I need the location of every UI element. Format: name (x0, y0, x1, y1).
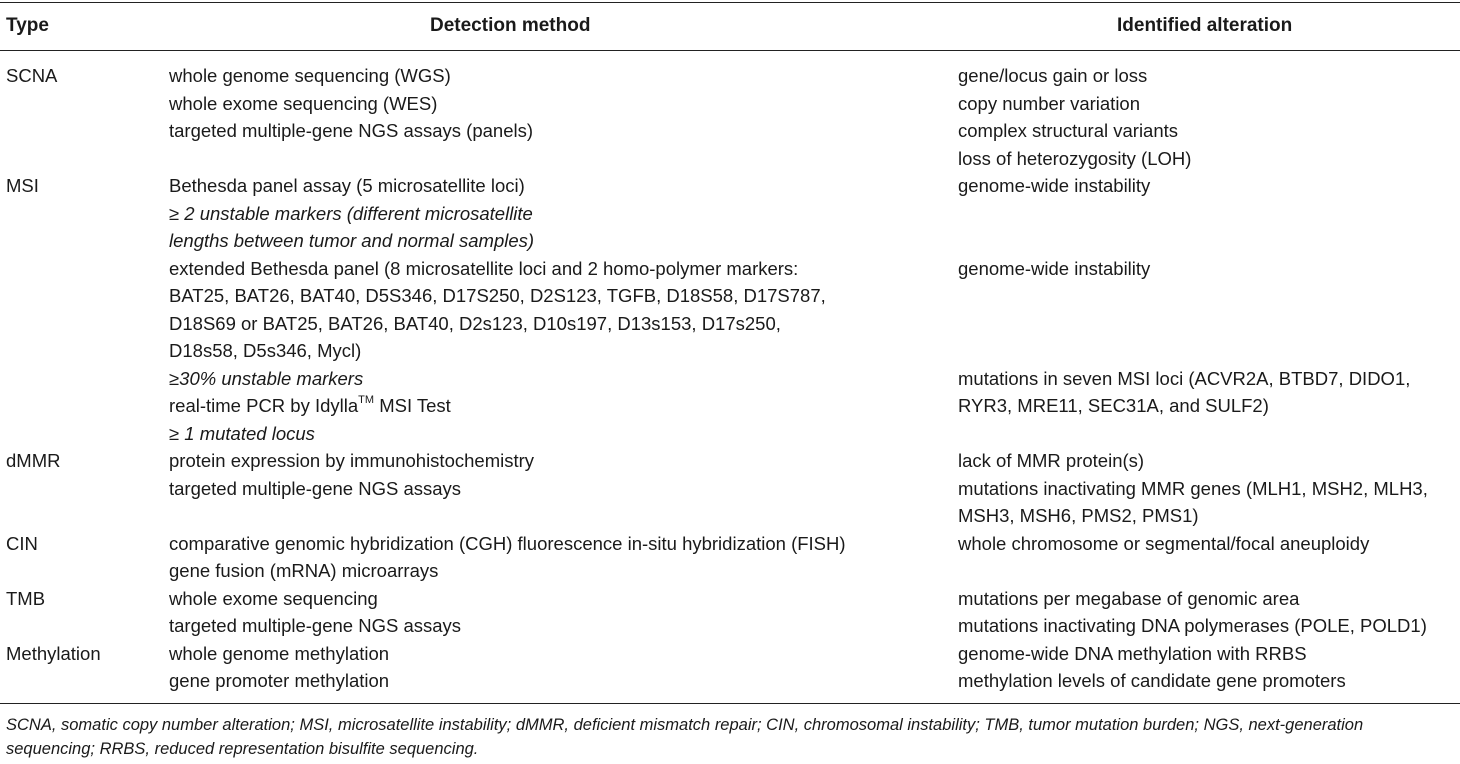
table-line (0, 90, 1460, 118)
table-line (0, 530, 1460, 558)
table-line (0, 255, 1460, 283)
detection-method-text: whole genome sequencing (WGS) (169, 65, 451, 86)
identified-alteration-text: methylation levels of candidate gene promoters (958, 670, 1346, 691)
table-line (0, 612, 1460, 640)
type-cell: dMMR (6, 450, 61, 471)
table-line (0, 310, 1460, 338)
header-identified-alteration: Identified alteration (1117, 15, 1293, 36)
identified-alteration-text: complex structural variants (958, 120, 1179, 141)
table-line (0, 282, 1460, 310)
header-rule (0, 50, 1460, 51)
identified-alteration-text: mutations in seven MSI loci (ACVR2A, BTBD7, DIDO1, (958, 367, 1411, 389)
table-row (0, 62, 1460, 172)
detection-method-text: D18s58, D5s346, Mycl) (169, 340, 362, 361)
detection-method-text: ≥ 1 mutated locus (169, 422, 315, 444)
table-bottom-rule (0, 703, 1460, 704)
table-body (0, 62, 1460, 695)
identified-alteration-text: genome-wide DNA methylation with RRBS (958, 642, 1307, 664)
detection-method-text: targeted multiple-gene NGS assays (panels) (169, 120, 534, 141)
identified-alteration-text: copy number variation (958, 92, 1141, 114)
detection-method-text: ≥ 2 unstable markers (different microsatellite (169, 202, 533, 224)
table-line (0, 640, 1460, 668)
detection-method-text: BAT25, BAT26, BAT40, D5S346, D17S250, D2S123, TGFB, D18S58, D17S787, (169, 285, 826, 306)
identified-alteration-text: RYR3, MRE11, SEC31A, and SULF2) (958, 395, 1269, 416)
table-row (0, 447, 1460, 530)
header-detection-method: Detection method (430, 15, 591, 36)
table-row (0, 530, 1460, 585)
type-cell: TMB (6, 587, 46, 609)
identified-alteration-text: loss of heterozygosity (LOH) (958, 147, 1192, 169)
type-cell: Methylation (6, 642, 101, 664)
identified-alteration-text: lack of MMR protein(s) (958, 450, 1145, 471)
identified-alteration-text: mutations per megabase of genomic area (958, 587, 1300, 609)
type-cell: MSI (6, 175, 39, 196)
table-line (0, 557, 1460, 585)
detection-method-text: whole exome sequencing (169, 587, 378, 609)
identified-alteration-text: MSH3, MSH6, PMS2, PMS1) (958, 505, 1199, 526)
table-line (0, 62, 1460, 90)
identified-alteration-text: mutations inactivating DNA polymerases (POLE, POLD1) (958, 615, 1427, 636)
table-line (0, 667, 1460, 695)
table-line (0, 172, 1460, 200)
method-text-part: MSI Test (374, 395, 451, 416)
table-line (0, 502, 1460, 530)
table-line (0, 145, 1460, 173)
table-row (0, 172, 1460, 447)
identified-alteration-text: gene/locus gain or loss (958, 65, 1148, 86)
table-line (0, 117, 1460, 145)
type-cell: SCNA (6, 65, 58, 86)
table-row (0, 585, 1460, 640)
detection-method-text: gene promoter methylation (169, 670, 390, 691)
identified-alteration-text: genome-wide instability (958, 175, 1151, 196)
detection-method-text: Bethesda panel assay (5 microsatellite loci) (169, 175, 525, 196)
identified-alteration-text: whole chromosome or segmental/focal aneuploidy (958, 532, 1370, 554)
method-text-part: real-time PCR by Idylla (169, 395, 359, 416)
detection-method-text: extended Bethesda panel (8 microsatellite loci and 2 homo-polymer markers: (169, 257, 799, 279)
detection-method-text: targeted multiple-gene NGS assays (169, 477, 462, 499)
detection-method-text: whole exome sequencing (WES) (169, 92, 438, 114)
detection-method-text: gene fusion (mRNA) microarrays (169, 560, 439, 581)
table-line (0, 475, 1460, 503)
table-line (0, 420, 1460, 448)
detection-method-text: D18S69 or BAT25, BAT26, BAT40, D2s123, D10s197, D13s153, D17s250, (169, 312, 781, 334)
detection-method-text: targeted multiple-gene NGS assays (169, 615, 462, 636)
table-line (0, 365, 1460, 393)
header-type: Type (6, 15, 49, 36)
table-line (0, 392, 1460, 420)
table-line (0, 200, 1460, 228)
trademark-sup: TM (358, 393, 375, 406)
table-line (0, 227, 1460, 255)
table-line (0, 585, 1460, 613)
table-row (0, 640, 1460, 695)
table-line (0, 447, 1460, 475)
table-line (0, 337, 1460, 365)
detection-method-text: comparative genomic hybridization (CGH) fluorescence in-situ hybridization (FISH) (169, 532, 846, 554)
detection-method-text: protein expression by immunohistochemistry (169, 450, 535, 471)
identified-alteration-text: genome-wide instability (958, 257, 1151, 279)
detection-method-text: lengths between tumor and normal samples) (169, 230, 535, 251)
table-top-rule (0, 2, 1460, 3)
detection-method-text: whole genome methylation (169, 642, 390, 664)
identified-alteration-text: mutations inactivating MMR genes (MLH1, MSH2, MLH3, (958, 477, 1428, 499)
type-cell: CIN (6, 532, 38, 554)
detection-method-text (169, 392, 451, 420)
table-footnote: SCNA, somatic copy number alteration; MSI, microsatellite instability; dMMR, deficient mismatch repair; CIN, chromosomal instability; TMB, tumor mutation burden; NGS, next-generation sequencing; RRBS, reduced representation bisulfite sequencing. (6, 716, 1364, 758)
detection-method-text: ≥30% unstable markers (169, 367, 364, 389)
